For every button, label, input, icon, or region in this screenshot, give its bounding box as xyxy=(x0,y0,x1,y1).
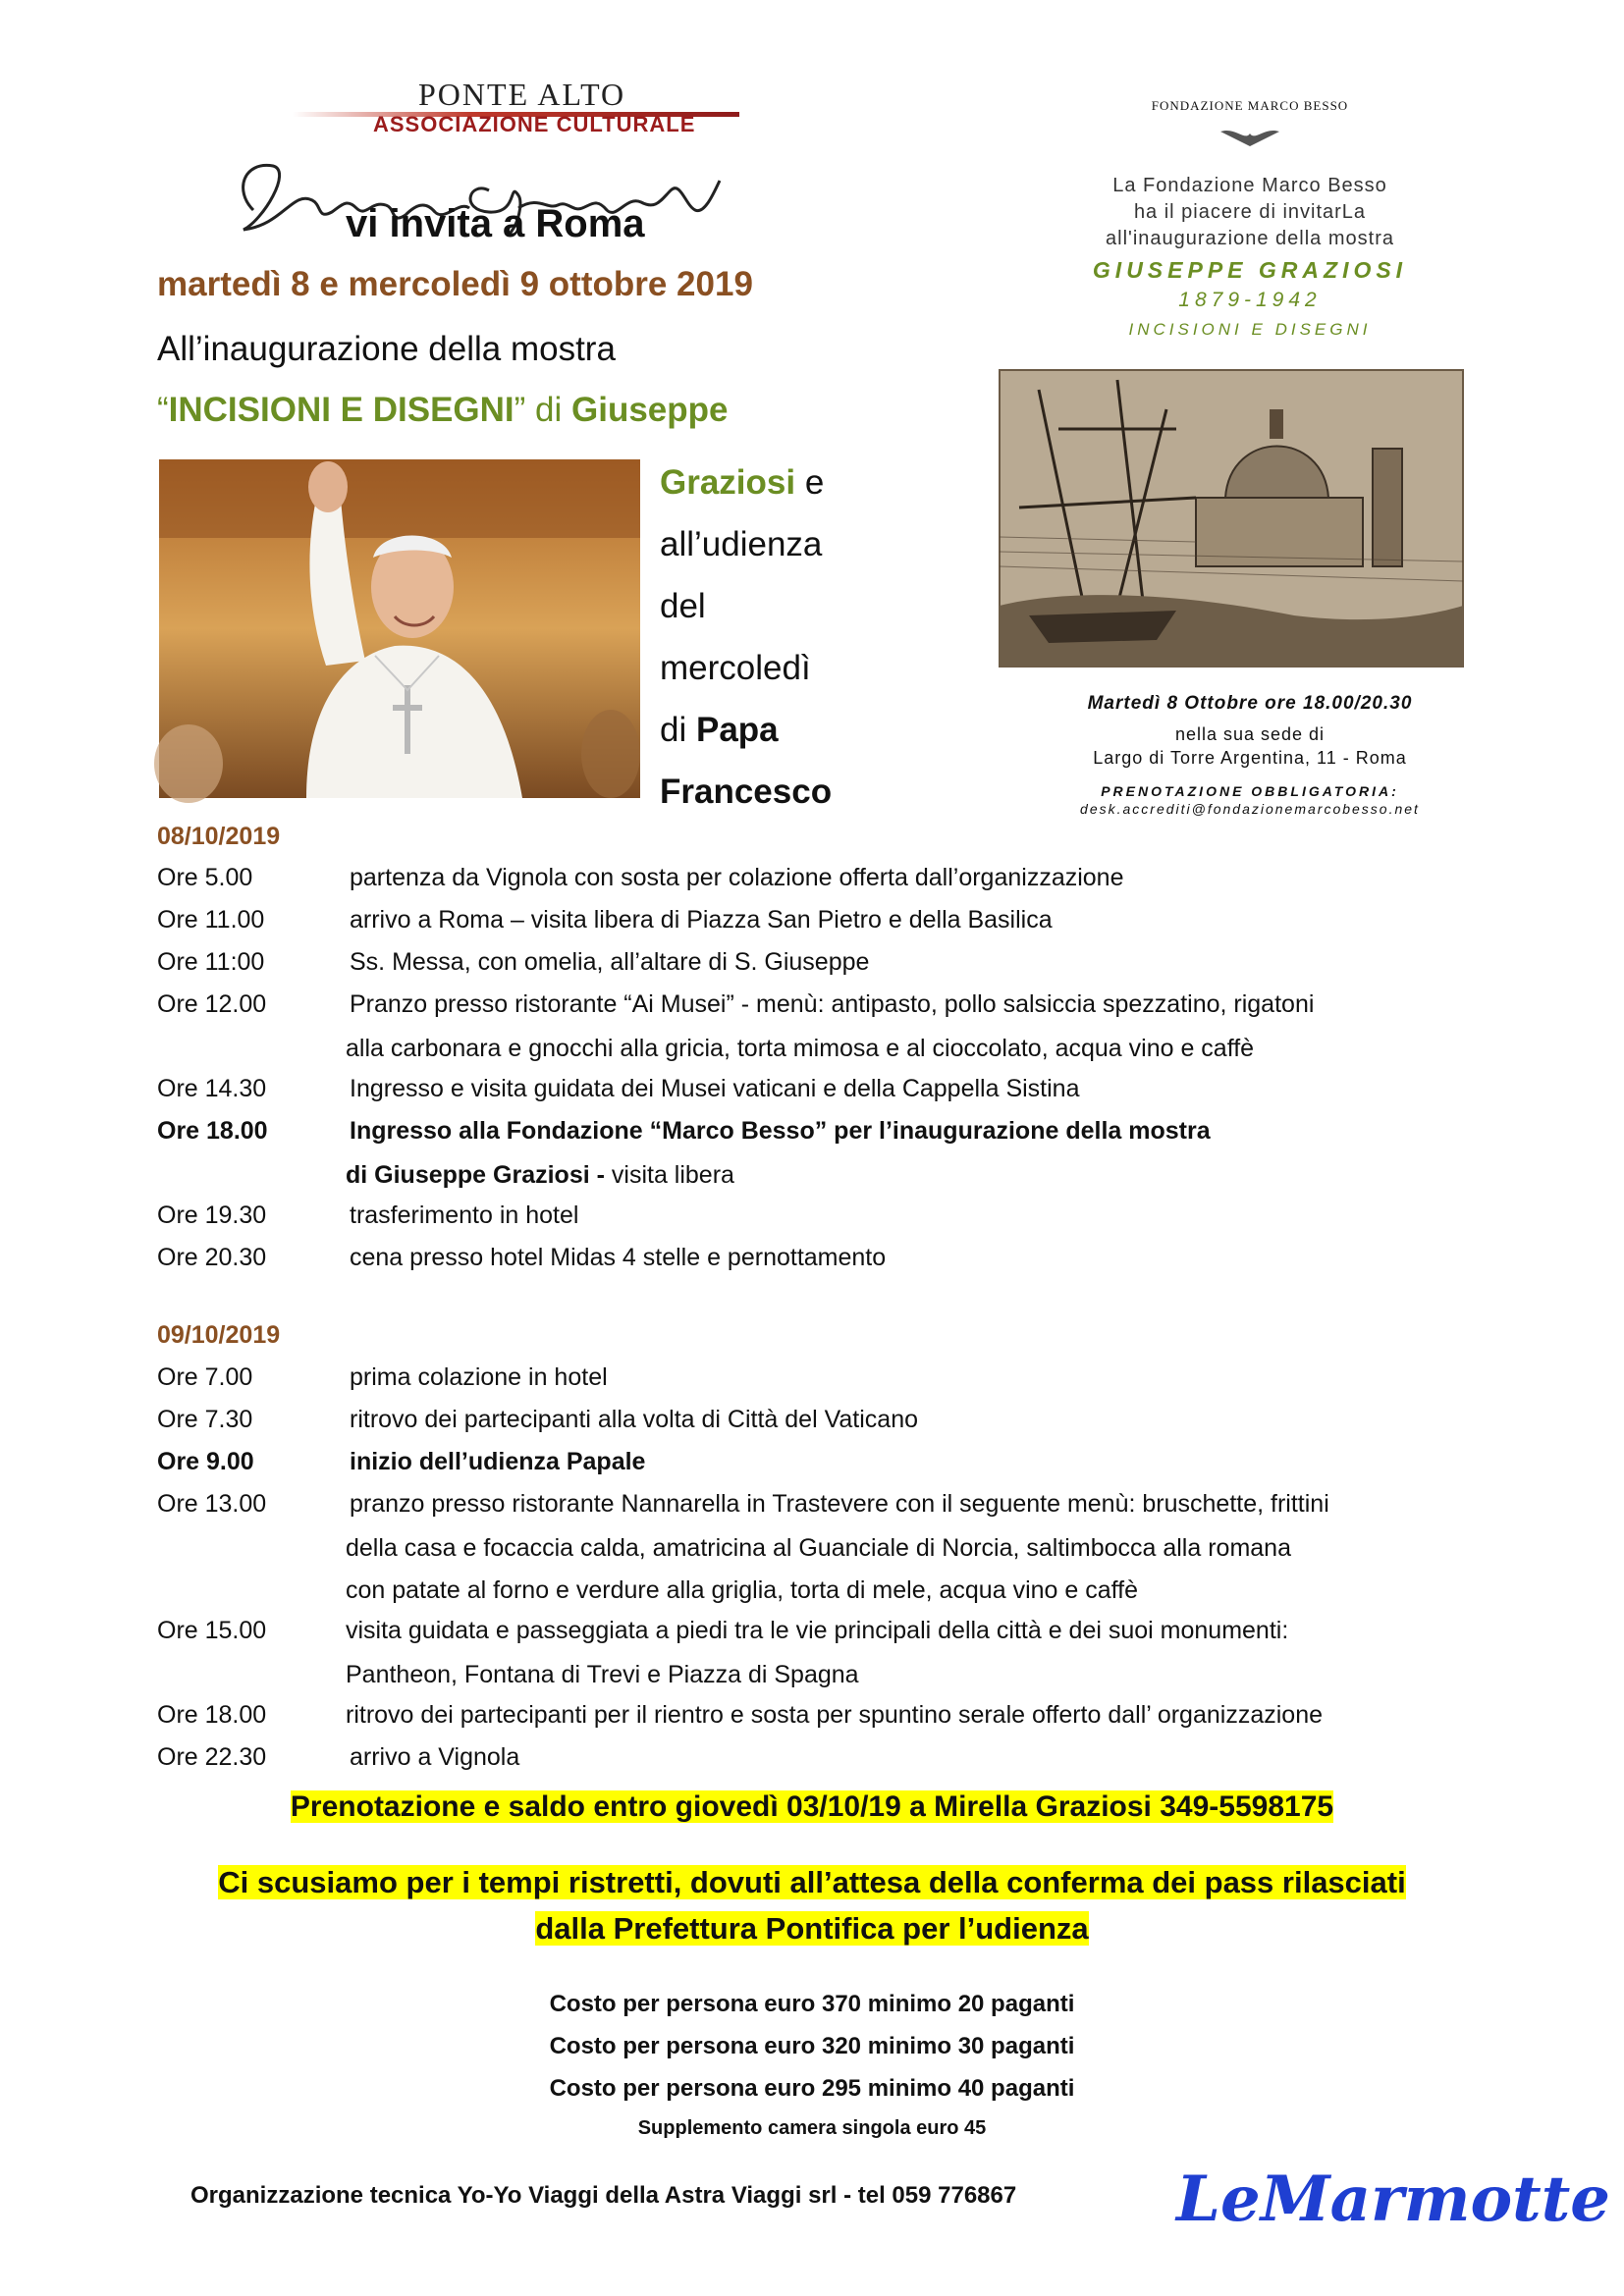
side-line: mercoledì xyxy=(660,649,811,687)
card-subtitle: INCISIONI E DISEGNI xyxy=(1128,320,1372,339)
row-desc: ritrovo dei partecipanti alla volta di Città del Vaticano xyxy=(350,1406,919,1433)
apology-text: dalla Prefettura Pontifica per l’udienza xyxy=(535,1911,1089,1946)
row-continuation: con patate al forno e verdure alla griglia, torta di mele, acqua vino e caffè xyxy=(346,1576,1138,1604)
exhibition-title-line xyxy=(157,391,729,430)
day1-date: 08/10/2019 xyxy=(157,823,281,850)
day2-date: 09/10/2019 xyxy=(157,1321,281,1349)
card-intro-line: ha il piacere di invitarLa xyxy=(1133,201,1367,223)
brand-text: LeMarmotte xyxy=(1176,2163,1610,2236)
invite-heading: vi invita a Roma xyxy=(346,202,645,245)
ponte-alto-logo xyxy=(165,69,744,206)
artist-surname: Graziosi xyxy=(660,463,796,502)
row-desc: Ingresso alla Fondazione “Marco Besso” per l’inaugurazione della mostra xyxy=(350,1117,1211,1145)
row-time: Ore 14.30 xyxy=(157,1075,267,1102)
side-line: all’udienza xyxy=(660,525,823,563)
card-sede-line: nella sua sede di xyxy=(1174,724,1326,744)
row-desc: arrivo a Roma – visita libera di Piazza San Pietro e della Basilica xyxy=(350,906,1053,934)
row-time: Ore 18.00 xyxy=(157,1117,268,1145)
exhibition-title: INCISIONI E DISEGNI xyxy=(168,391,514,429)
row-continuation xyxy=(346,1161,734,1190)
row-time: Ore 11:00 xyxy=(157,948,265,976)
row-time: Ore 18.00 xyxy=(157,1701,267,1729)
row-desc: cena presso hotel Midas 4 stelle e pernottamento xyxy=(350,1244,887,1271)
row-desc: pranzo presso ristorante Nannarella in Trastevere con il seguente menù: bruschette, frittini xyxy=(350,1490,1329,1518)
side-line: del xyxy=(660,587,706,625)
supplement-line: Supplemento camera singola euro 45 xyxy=(637,2117,987,2139)
row-desc: trasferimento in hotel xyxy=(350,1201,579,1229)
row-desc: prima colazione in hotel xyxy=(350,1363,608,1391)
row-desc: Pranzo presso ristorante “Ai Musei” - menù: antipasto, pollo salsiccia spezzatino, rigatoni xyxy=(350,990,1315,1018)
row-time: Ore 15.00 xyxy=(157,1617,267,1644)
cont-normal: visita libera xyxy=(611,1161,734,1189)
card-email: desk.accrediti@fondazionemarcobesso.net xyxy=(1080,801,1420,817)
cont-bold: di Giuseppe Graziosi - xyxy=(346,1161,612,1189)
row-time: Ore 7.30 xyxy=(157,1406,253,1433)
row-time: Ore 11.00 xyxy=(157,906,265,934)
side-line-papa xyxy=(660,699,895,761)
apology-line xyxy=(0,1911,1624,1947)
row-desc: visita guidata e passeggiata a piedi tra le vie principali della città e dei suoi monumenti: xyxy=(346,1617,1289,1644)
side-line-graziosi xyxy=(660,452,895,513)
quote-close-di: ” di xyxy=(514,391,572,429)
apology-text: Ci scusiamo per i tempi ristretti, dovuti all’attesa della conferma dei pass rilasciati xyxy=(218,1865,1406,1899)
row-continuation: Pantheon, Fontana di Trevi e Piazza di Spagna xyxy=(346,1661,859,1688)
cost-line: Costo per persona euro 370 minimo 20 paganti xyxy=(549,1991,1075,2017)
row-time: Ore 9.00 xyxy=(157,1448,254,1475)
row-time: Ore 5.00 xyxy=(157,864,253,891)
card-intro-line: La Fondazione Marco Besso xyxy=(1112,175,1387,196)
card-sede xyxy=(1000,722,1500,770)
artist-first-name: Giuseppe xyxy=(571,391,729,429)
quote-open: “ xyxy=(157,391,169,429)
logo-subtitle: ASSOCIAZIONE CULTURALE xyxy=(373,112,696,136)
side-text-block xyxy=(660,452,895,823)
card-intro-line: all'inaugurazione della mostra xyxy=(1106,228,1394,249)
cost-line: Costo per persona euro 295 minimo 40 paganti xyxy=(549,2075,1075,2102)
row-desc: inizio dell’udienza Papale xyxy=(350,1448,646,1475)
side-papa: Papa xyxy=(695,711,779,749)
row-time: Ore 7.00 xyxy=(157,1363,253,1391)
row-time: Ore 13.00 xyxy=(157,1490,267,1518)
card-when: Martedì 8 Ottobre ore 18.00/20.30 xyxy=(1087,693,1413,714)
card-intro xyxy=(1000,173,1500,252)
side-e: e xyxy=(795,463,825,502)
etching-image xyxy=(1000,370,1463,667)
row-time: Ore 12.00 xyxy=(157,990,267,1018)
side-francesco: Francesco xyxy=(660,773,833,811)
card-artist: GIUSEPPE GRAZIOSI xyxy=(1092,257,1408,283)
row-desc: ritrovo dei partecipanti per il rientro e sosta per spuntino serale offerto dall’ organizzazione xyxy=(346,1701,1323,1729)
pope-photo xyxy=(159,459,640,798)
organizer-line: Organizzazione tecnica Yo-Yo Viaggi della Astra Viaggi srl - tel 059 776867 xyxy=(190,2182,1017,2209)
foundation-name: FONDAZIONE MARCO BESSO xyxy=(1151,98,1349,113)
foundation-emblem-icon xyxy=(1216,122,1284,151)
row-continuation: della casa e focaccia calda, amatricina al Guanciale di Norcia, saltimbocca alla romana xyxy=(346,1534,1291,1562)
card-years: 1879-1942 xyxy=(1178,289,1322,311)
invitation-card xyxy=(1000,88,1500,825)
side-line-francesco xyxy=(660,761,895,823)
row-time: Ore 20.30 xyxy=(157,1244,267,1271)
row-time: Ore 22.30 xyxy=(157,1743,267,1771)
booking-text: Prenotazione e saldo entro giovedì 03/10/19 a Mirella Graziosi 349-5598175 xyxy=(290,1790,1334,1823)
row-desc: Ss. Messa, con omelia, all’altare di S. Giuseppe xyxy=(350,948,870,976)
card-prenotazione: PRENOTAZIONE OBBLIGATORIA: xyxy=(1101,783,1399,799)
apology-line xyxy=(0,1865,1624,1900)
row-desc: arrivo a Vignola xyxy=(350,1743,520,1771)
row-time: Ore 19.30 xyxy=(157,1201,267,1229)
logo-title: PONTE ALTO xyxy=(418,77,626,112)
booking-notice xyxy=(0,1790,1624,1824)
inauguration-line: All’inaugurazione della mostra xyxy=(157,330,616,368)
event-dates: martedì 8 e mercoledì 9 ottobre 2019 xyxy=(157,265,753,303)
row-desc: partenza da Vignola con sosta per colazione offerta dall’organizzazione xyxy=(350,864,1124,891)
card-sede-line: Largo di Torre Argentina, 11 - Roma xyxy=(1093,748,1407,768)
lemarmotte-logo xyxy=(1168,2150,1610,2248)
row-continuation: alla carbonara e gnocchi alla gricia, torta mimosa e al cioccolato, acqua vino e caffè xyxy=(346,1035,1255,1062)
cost-line: Costo per persona euro 320 minimo 30 paganti xyxy=(549,2033,1075,2059)
row-desc: Ingresso e visita guidata dei Musei vaticani e della Cappella Sistina xyxy=(350,1075,1080,1102)
side-di: di xyxy=(660,711,696,749)
